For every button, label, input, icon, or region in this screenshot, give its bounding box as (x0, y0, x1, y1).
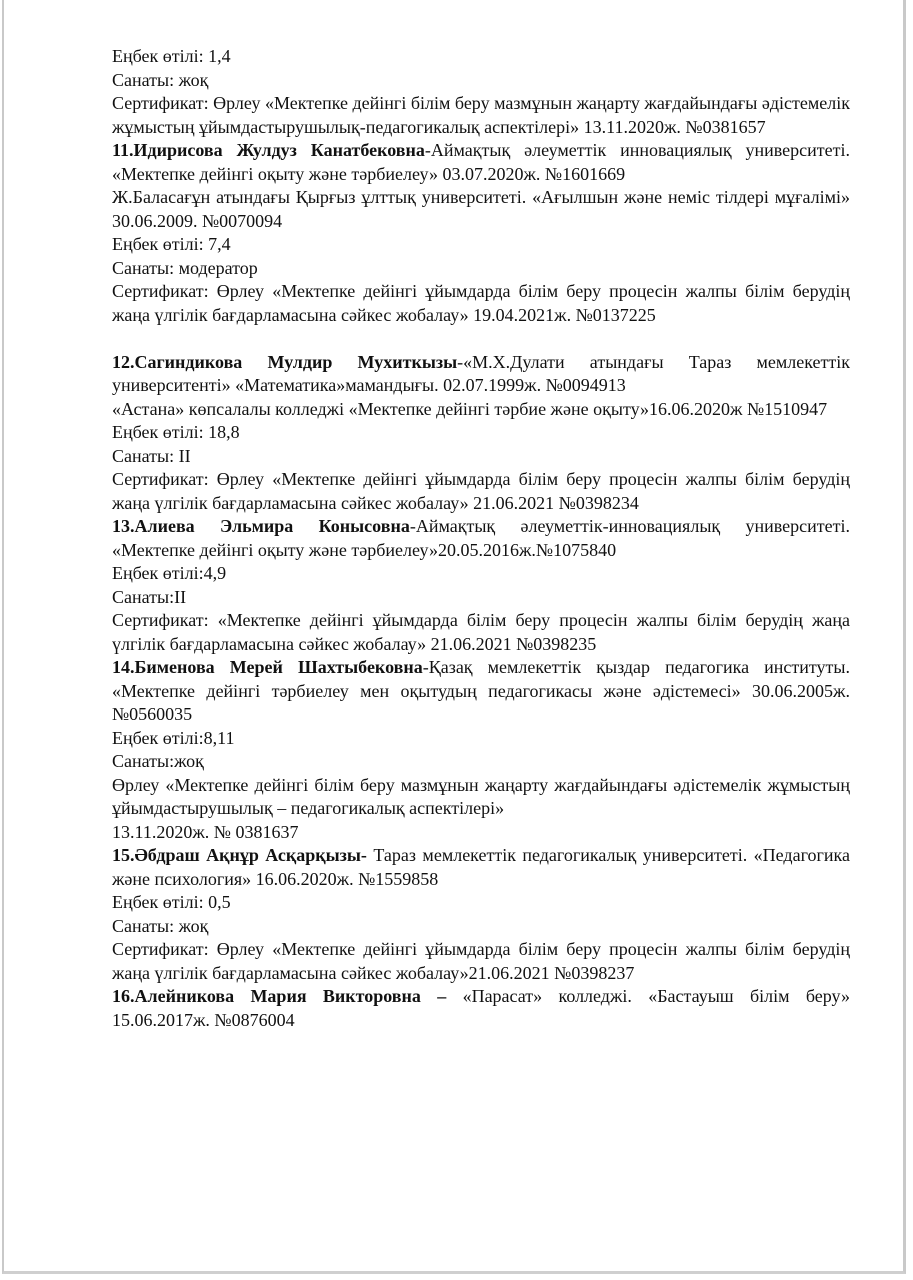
entry-13-education-text: -Аймақтық әлеуметтік-инновациялық университеті. «Мектепке дейінгі оқыту және тәрбиелеу»20.05.2016ж.№1075840 (112, 516, 850, 560)
experience-line: Еңбек өтілі: 1,4 (112, 46, 231, 66)
entry-15-education-text: Тараз мемлекеттік педагогикалық университеті. «Педагогика және психология» 16.06.2020ж. №1559858 (112, 845, 850, 889)
entry-13-category: Санаты:II (112, 586, 187, 607)
entry-11-education2: Ж.Баласағұн атындағы Қырғыз ұлттық университеті. «Ағылшын және неміс тілдері мұғалімі» 30.06.2009. №0070094 (112, 187, 850, 231)
entry-11-education (112, 139, 850, 186)
entry-11-certificate: Сертификат: Өрлеу «Мектепке дейінгі ұйымдарда білім беру процесін жалпы білім берудің жаңа үлгілік бағдарламасына сәйкес жобалау» 19.04.2021ж. №0137225 (112, 281, 850, 325)
entry-12-name: 12.Сагиндикова Мулдир Мухиткызы (112, 351, 458, 372)
entry-15-education (112, 844, 850, 891)
document-content (112, 45, 850, 1032)
entry-13-name: 13.Алиева Эльмира Конысовна (112, 516, 410, 536)
category-line: Санаты: жоқ (112, 69, 209, 90)
entry-14-name: 14.Бименова Мерей Шахтыбековна (112, 657, 423, 677)
entry-15-experience: Еңбек өтілі: 0,5 (112, 892, 231, 912)
entry-12-certificate: Сертификат: Өрлеу «Мектепке дейінгі ұйымдарда білім беру процесін жалпы білім берудің жаңа үлгілік бағдарламасына сәйкес жобалау» 21.06.2021 №0398234 (112, 469, 850, 513)
certificate-line: Сертификат: Өрлеу «Мектепке дейінгі білім беру мазмұнын жаңарту жағдайындағы әдістемелік жұмыстың ұйымдастырушылық-педагогикалық аспектілері» 13.11.2020ж. №0381657 (112, 93, 850, 137)
entry-14-experience: Еңбек өтілі:8,11 (112, 727, 235, 748)
paragraph-gap (112, 327, 850, 351)
document-page (2, 0, 906, 1274)
entry-12-education2: «Астана» көпсалалы колледжі «Мектепке дейінгі тәрбие және оқыту»16.06.2020ж №1510947 (112, 398, 828, 419)
entry-11-name: 11.Идирисова Жулдуз Канатбековна (112, 140, 425, 160)
entry-16-education-text: «Парасат» колледжі. «Бастауыш білім беру» 15.06.2017ж. №0876004 (112, 986, 850, 1030)
entry-12-education-text: -«М.Х.Дулати атындағы Тараз мемлекеттік университенті» «Математика»мамандығы. 02.07.1999ж. №0094913 (112, 351, 850, 395)
entry-16-name: 16.Алейникова Мария Викторовна – (112, 986, 447, 1006)
entry-14-education (112, 656, 850, 727)
entry-14-certificate: Өрлеу «Мектепке дейінгі білім беру мазмұнын жаңарту жағдайындағы әдістемелік жұмыстың ұйымдастырушылық – педагогикалық аспектілері» (112, 774, 850, 818)
entry-12-education (112, 351, 850, 398)
entry-13-certificate: Сертификат: «Мектепке дейінгі ұйымдарда білім беру процесін жалпы білім берудің жаңа үлгілік бағдарламасына сәйкес жобалау» 21.06.2021 №0398235 (112, 610, 850, 654)
entry-12-experience: Еңбек өтілі: 18,8 (112, 422, 240, 442)
entry-13-experience: Еңбек өтілі:4,9 (112, 563, 227, 583)
entry-15-name: 15.Әбдраш Ақнұр Асқарқызы- (112, 845, 367, 865)
entry-11-experience: Еңбек өтілі: 7,4 (112, 234, 231, 254)
entry-14-education-text: -Қазақ мемлекеттік қыздар педагогика институты. «Мектепке дейінгі тәрбиелеу мен оқытудың педагогикасы және әдістемесі» 30.06.2005ж. №0560035 (112, 657, 850, 724)
entry-15-category: Санаты: жоқ (112, 915, 209, 936)
entry-14-category: Санаты:жоқ (112, 751, 204, 771)
entry-15-certificate: Сертификат: Өрлеу «Мектепке дейінгі ұйымдарда білім беру процесін жалпы білім берудің жаңа үлгілік бағдарламасына сәйкес жобалау»21.06.2021 №0398237 (112, 939, 850, 983)
entry-16-education (112, 985, 850, 1032)
entry-11-education-text: -Аймақтық әлеуметтік инновациялық университеті. «Мектепке дейінгі оқыту және тәрбиелеу» 03.07.2020ж. №1601669 (112, 140, 850, 184)
entry-12-category: Санаты: II (112, 445, 191, 466)
entry-14-certificate-number: 13.11.2020ж. № 0381637 (112, 821, 299, 842)
entry-11-category: Санаты: модератор (112, 257, 258, 278)
entry-13-education (112, 515, 850, 562)
